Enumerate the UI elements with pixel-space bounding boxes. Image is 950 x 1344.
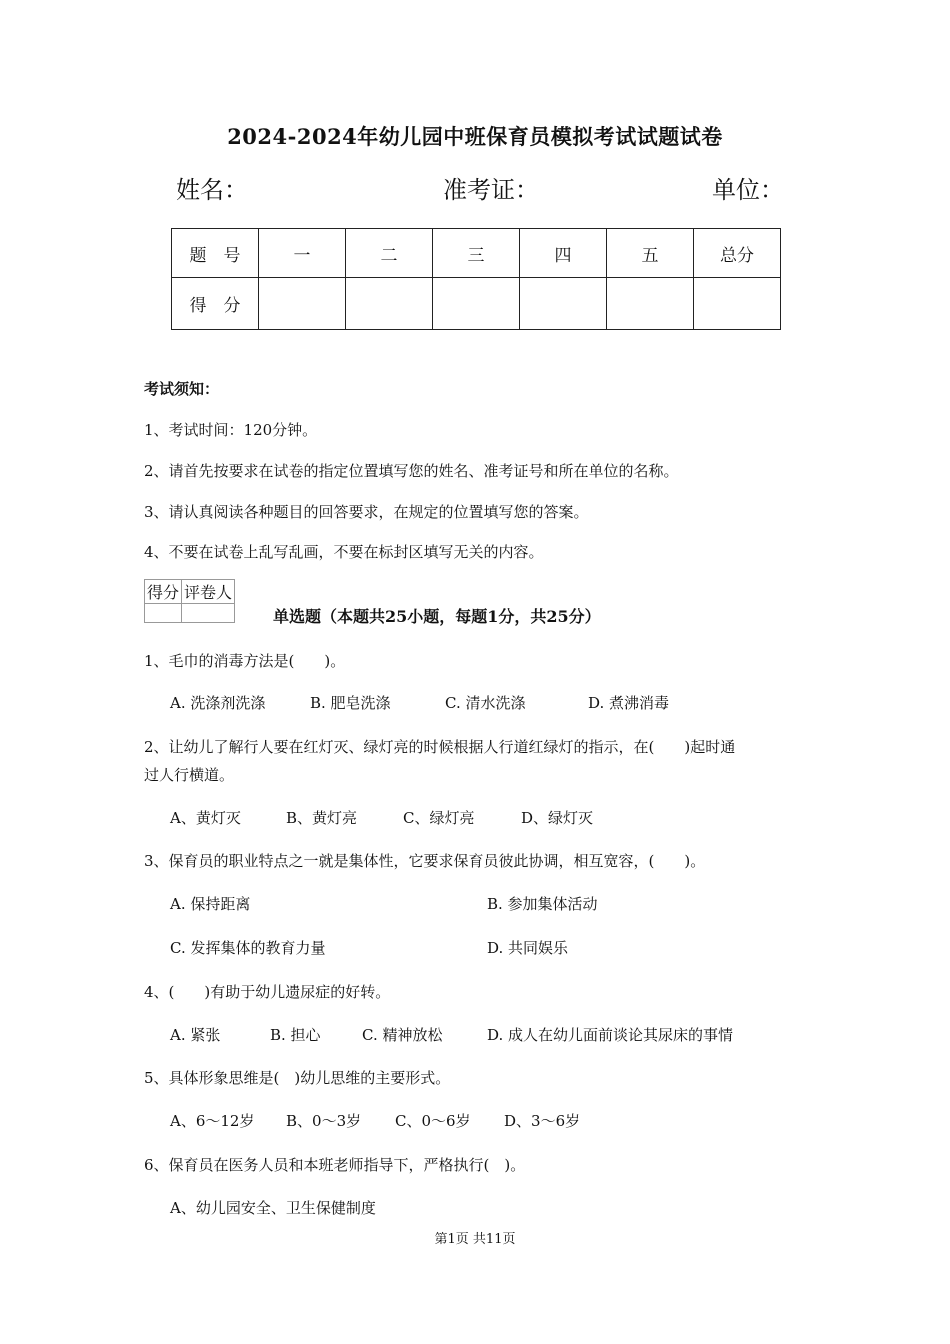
option: B. 担心 [270,1026,321,1044]
score-table-score-row [172,278,781,330]
grader-box [144,579,235,623]
page-footer: 第1页 共11页 [434,1232,516,1247]
grader-box-score-cell[interactable] [145,604,182,623]
option: D. 煮沸消毒 [588,694,670,712]
option: B、0～3岁 [286,1112,362,1130]
option: C. 发挥集体的教育力量 [170,939,326,957]
notice-item: 1、考试时间：120分钟。 [144,421,318,439]
notice-item: 2、请首先按要求在试卷的指定位置填写您的姓名、准考证号和所在单位的名称。 [144,462,679,480]
grader-box-score-label: 得分 [145,580,182,604]
option: C、绿灯亮 [403,809,475,827]
section-title: 单选题（本题共25小题，每题1分，共25分） [273,607,601,626]
score-table-header-row [172,229,781,278]
option: C. 清水洗涤 [445,694,526,712]
score-input-cell[interactable] [694,278,781,330]
unit-field-label: 单位： [712,176,784,204]
score-table-cell: 五 [607,229,694,278]
question-5: 5、具体形象思维是( )幼儿思维的主要形式。 [144,1069,451,1087]
exam-id-field-label: 准考证： [443,176,539,204]
option: D. 成人在幼儿面前谈论其尿床的事情 [487,1026,734,1044]
page-title: 2024-2024年幼儿园中班保育员模拟考试试题试卷 [227,124,723,149]
option: D、3～6岁 [504,1112,581,1130]
option: C、0～6岁 [395,1112,471,1130]
option: A、幼儿园安全、卫生保健制度 [170,1199,376,1217]
notice-item: 4、不要在试卷上乱写乱画，不要在标封区填写无关的内容。 [144,543,544,561]
notice-heading: 考试须知： [144,380,220,398]
score-table-cell: 得 分 [172,278,259,330]
question-2-cont: 过人行横道。 [144,766,235,784]
score-table-cell: 四 [520,229,607,278]
score-table-cell: 一 [259,229,346,278]
score-input-cell[interactable] [259,278,346,330]
question-6: 6、保育员在医务人员和本班老师指导下，严格执行( )。 [144,1156,526,1174]
question-4: 4、( )有助于幼儿遗尿症的好转。 [144,983,391,1001]
option: A、黄灯灭 [170,809,241,827]
option: B. 参加集体活动 [487,895,598,913]
grader-box-grader-label: 评卷人 [182,580,235,604]
notice-item: 3、请认真阅读各种题目的回答要求，在规定的位置填写您的答案。 [144,503,589,521]
score-table [171,228,781,330]
question-3: 3、保育员的职业特点之一就是集体性，它要求保育员彼此协调，相互宽容，( )。 [144,852,706,870]
option: D、绿灯灭 [521,809,594,827]
score-input-cell[interactable] [520,278,607,330]
name-field-label: 姓名： [176,176,248,204]
option: B. 肥皂洗涤 [310,694,391,712]
option: B、黄灯亮 [286,809,358,827]
option: C. 精神放松 [362,1026,443,1044]
option: A、6～12岁 [170,1112,255,1130]
grader-box-grader-cell[interactable] [182,604,235,623]
score-table-cell: 题 号 [172,229,259,278]
question-1: 1、毛巾的消毒方法是( )。 [144,652,346,670]
score-input-cell[interactable] [433,278,520,330]
option: A. 保持距离 [170,895,251,913]
option: D. 共同娱乐 [487,939,569,957]
score-input-cell[interactable] [607,278,694,330]
score-table-cell: 三 [433,229,520,278]
score-input-cell[interactable] [346,278,433,330]
score-table-cell: 二 [346,229,433,278]
option: A. 洗涤剂洗涤 [170,694,266,712]
question-2: 2、让幼儿了解行人要在红灯灭、绿灯亮的时候根据人行道红绿灯的指示，在( )起时通 [144,738,736,756]
score-table-cell: 总分 [694,229,781,278]
option: A. 紧张 [170,1026,221,1044]
